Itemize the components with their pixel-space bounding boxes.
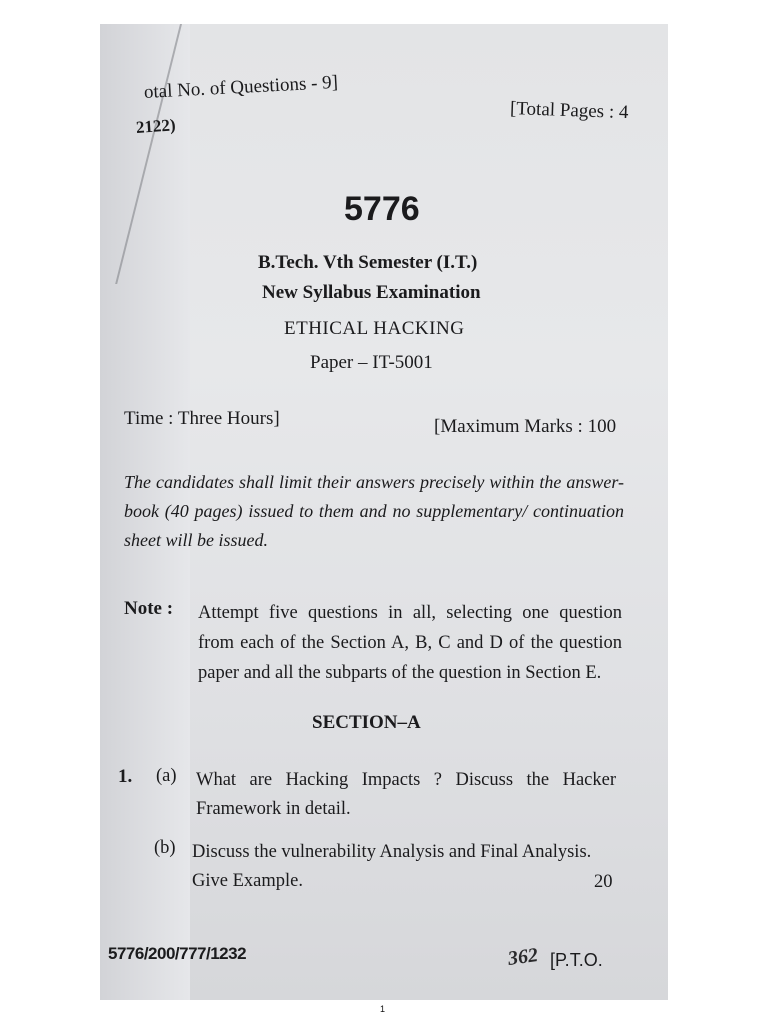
part-a-label: (a) bbox=[156, 766, 177, 786]
maximum-marks: [Maximum Marks : 100 bbox=[434, 416, 617, 437]
part-b-label: (b) bbox=[154, 838, 176, 858]
subject-title: ETHICAL HACKING bbox=[284, 318, 465, 339]
total-pages-label: [Total Pages : 4 bbox=[509, 98, 629, 124]
part-a-text: What are Hacking Impacts ? Discuss the Hacker Framework in detail. bbox=[196, 770, 616, 819]
paper-number: Paper – IT-5001 bbox=[310, 352, 433, 373]
part-b-marks: 20 bbox=[594, 872, 613, 892]
page-number: 1 bbox=[380, 1004, 386, 1014]
exam-duration: Time : Three Hours] bbox=[124, 408, 280, 429]
note-text: Attempt five questions in all, selecting one question from each of the Section A, B, C and D of the question paper and all the subparts of the question in Section E. bbox=[198, 603, 622, 683]
pto-label: [P.T.O. bbox=[550, 950, 603, 970]
paper-code: 5776 bbox=[344, 190, 420, 228]
question-number: 1. bbox=[118, 766, 133, 787]
exam-paper-photo bbox=[100, 24, 668, 1000]
header-code-ref: 2122) bbox=[135, 115, 177, 137]
note-label: Note : bbox=[124, 598, 174, 619]
section-a-heading: SECTION–A bbox=[312, 712, 421, 733]
part-b-text: Discuss the vulnerability Analysis and Final Analysis. Give Example. bbox=[192, 842, 592, 891]
footer-paper-code: 5776/200/777/1232 bbox=[108, 944, 247, 963]
exam-title: New Syllabus Examination bbox=[262, 282, 481, 303]
course-title: B.Tech. Vth Semester (I.T.) bbox=[258, 252, 478, 273]
total-questions-label: otal No. of Questions - 9] bbox=[143, 71, 339, 103]
handwritten-signature: 362 bbox=[506, 944, 540, 970]
candidate-instructions: The candidates shall limit their answers precisely within the answer-book (40 pages) issued to them and no supplementary/ continuation sheet will be issued. bbox=[124, 472, 624, 550]
